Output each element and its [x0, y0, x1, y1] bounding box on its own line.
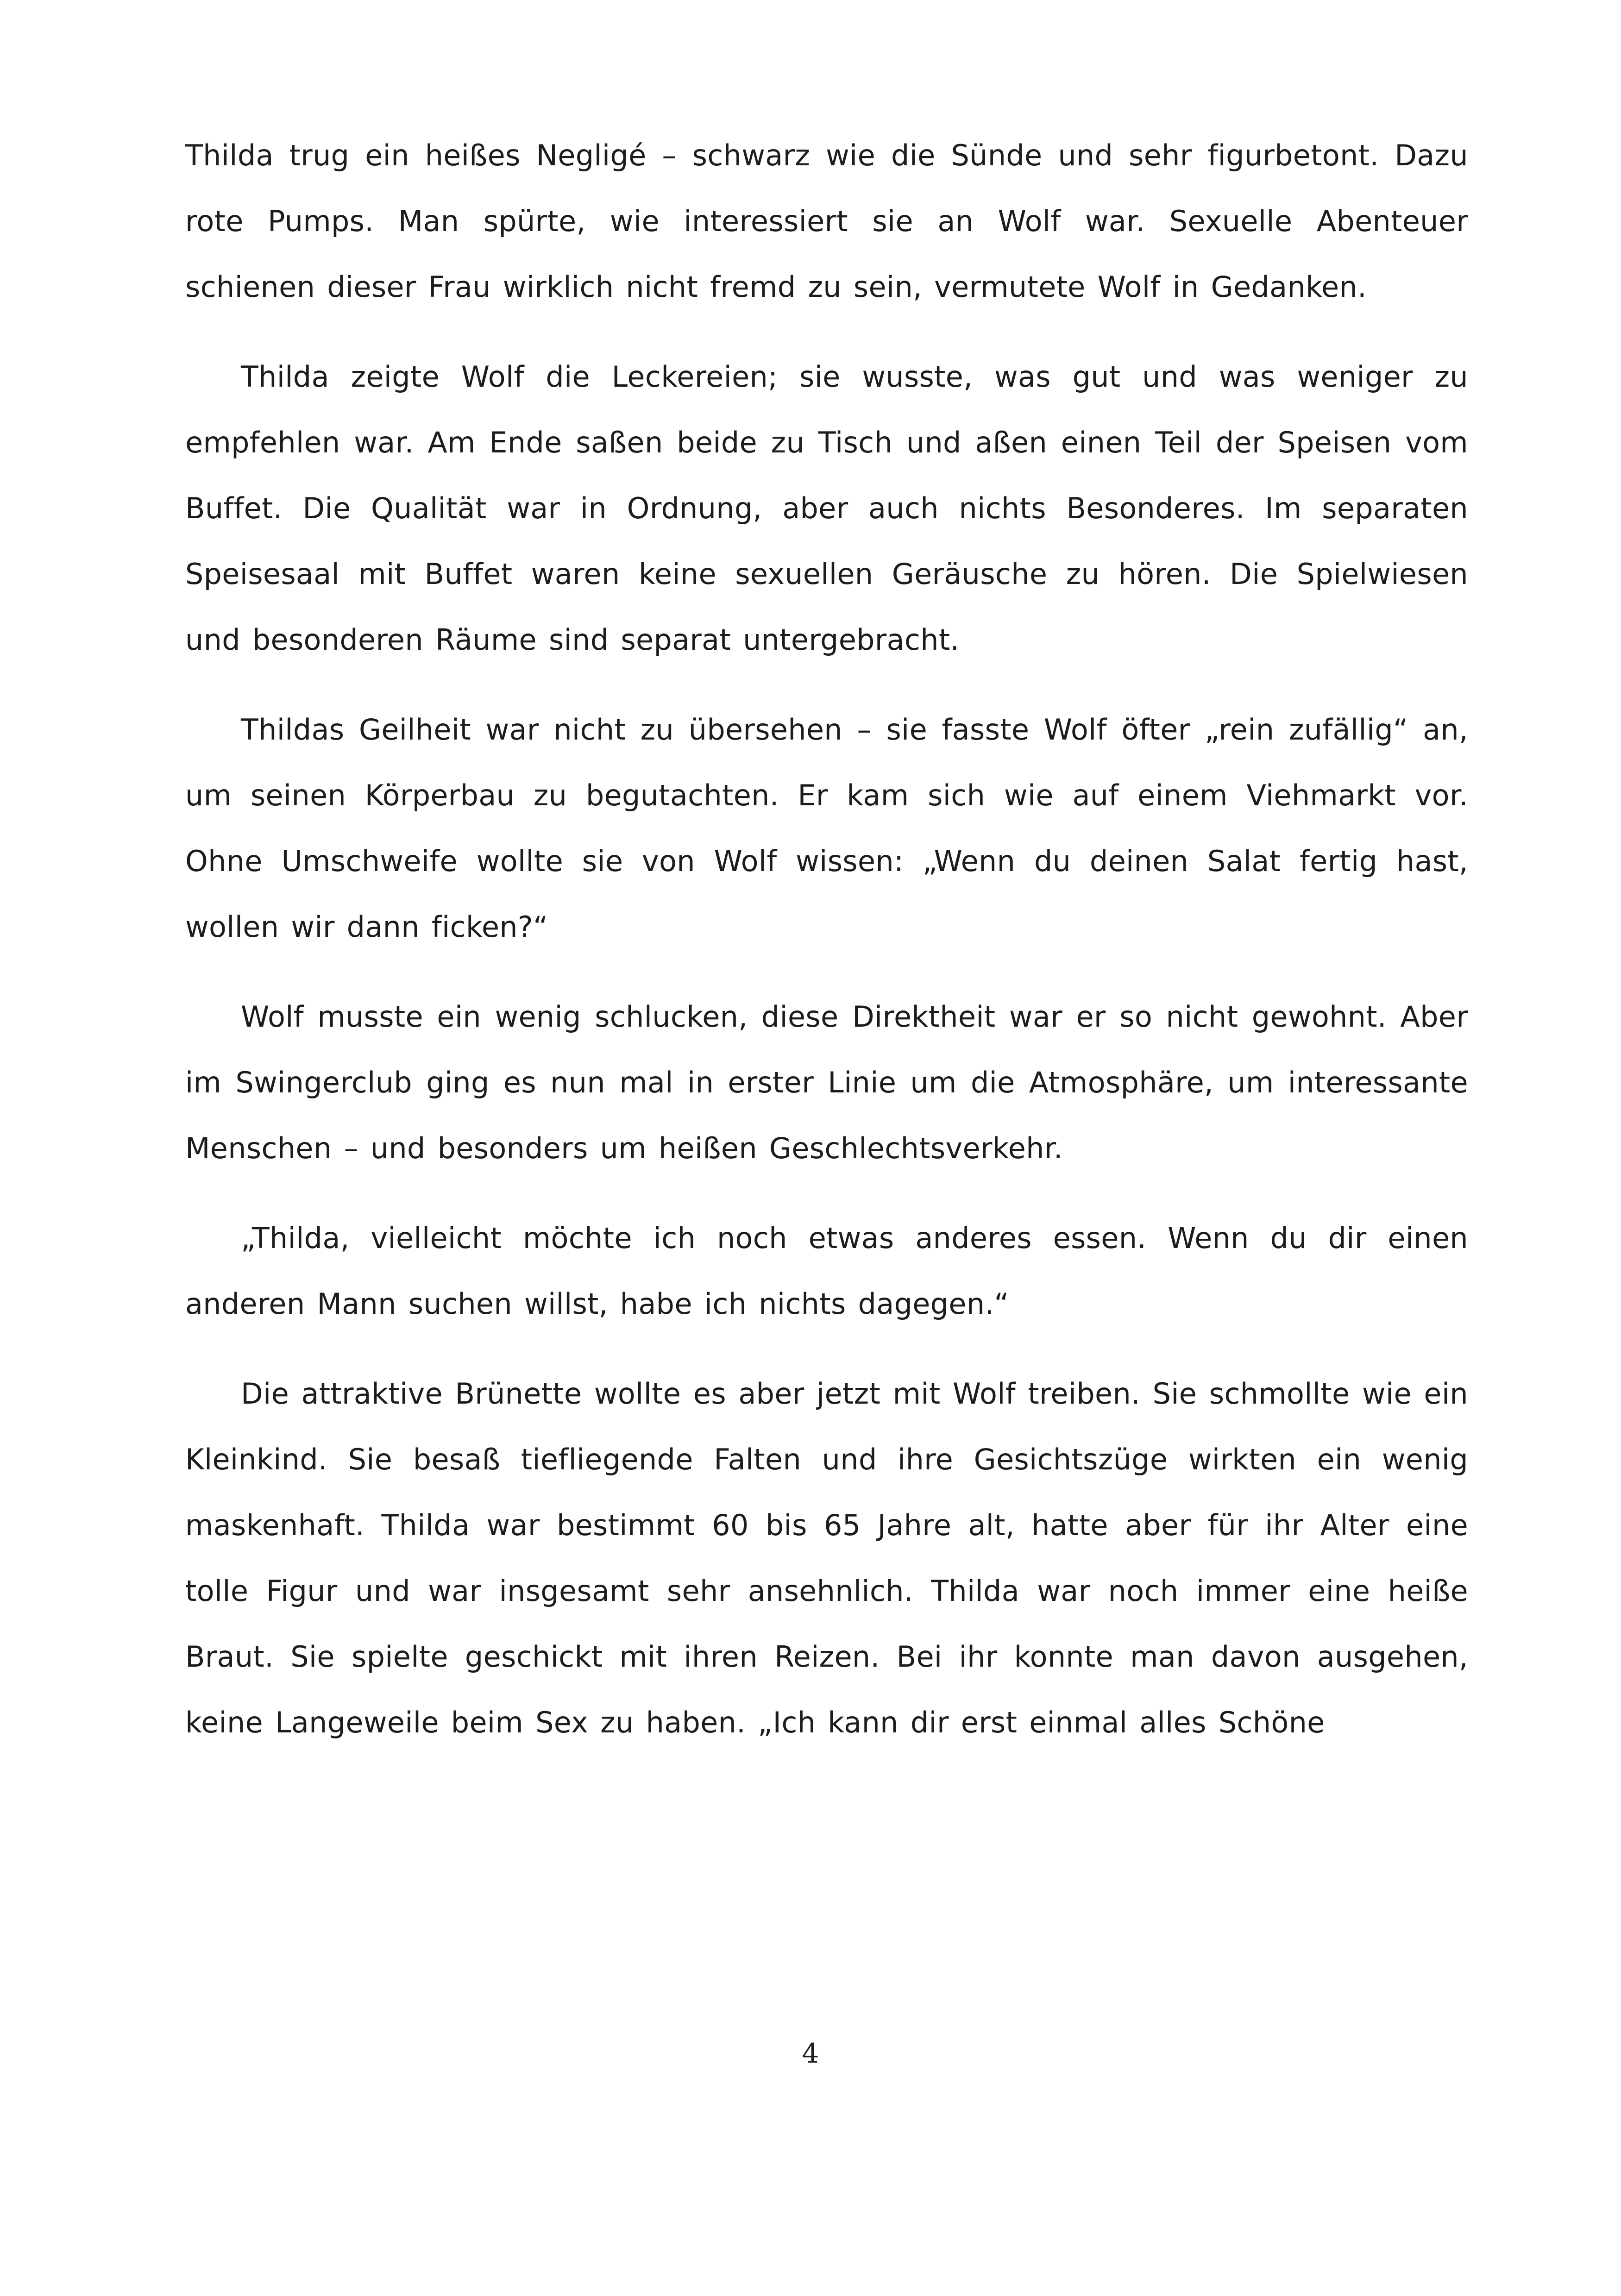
paragraph: Die attraktive Brünette wollte es aber jetzt mit Wolf treiben. Sie schmollte wie ein Kleinkind. Sie besaß tiefliegende Falten und ihre Gesichtszüge wirkten ein wenig maskenhaft. Thilda war bestimmt 60 bis 65 Jahre alt, hatte aber für ihr Alter eine tolle Figur und war insgesamt sehr ansehnlich. Thilda war noch immer eine heiße Braut. Sie spielte geschickt mit ihren Reizen. Bei ihr konnte man davon ausgehen, keine Langeweile beim Sex zu haben. „Ich kann dir erst einmal alles Schöne — [185, 1377, 1468, 1739]
paragraph: Thildas Geilheit war nicht zu übersehen – sie fasste Wolf öfter „rein zufällig“ an, um seinen Körperbau zu begutachten. Er kam sich wie auf einem Viehmarkt vor. Ohne Umschweife wollte sie von Wolf wissen: „Wenn du deinen Salat fertig hast, wollen wir dann ficken?“ — [185, 713, 1468, 944]
page-number: 4 — [802, 2038, 819, 2069]
paragraph: „Thilda, vielleicht möchte ich noch etwas anderes essen. Wenn du dir einen anderen Mann suchen willst, habe ich nichts dagegen.“ — [185, 1221, 1468, 1321]
paragraph: Thilda zeigte Wolf die Leckereien; sie wusste, was gut und was weniger zu empfehlen war. Am Ende saßen beide zu Tisch und aßen einen Teil der Speisen vom Buffet. Die Qualität war in Ordnung, aber auch nichts Besonderes. Im separaten Speisesaal mit Buffet waren keine sexuellen Geräusche zu hören. Die Spielwiesen und besonderen Räume sind separat untergebracht. — [185, 360, 1468, 657]
text-block — [185, 123, 1468, 1780]
paragraph: Thilda trug ein heißes Negligé – schwarz wie die Sünde und sehr figurbetont. Dazu rote Pumps. Man spürte, wie interessiert sie an Wolf war. Sexuelle Abenteuer schienen dieser Frau wirklich nicht fremd zu sein, vermutete Wolf in Gedanken. — [185, 138, 1468, 304]
paragraph: Wolf musste ein wenig schlucken, diese Direktheit war er so nicht gewohnt. Aber im Swingerclub ging es nun mal in erster Linie um die Atmosphäre, um interessante Menschen – und besonders um heißen Geschlechtsverkehr. — [185, 1000, 1468, 1165]
